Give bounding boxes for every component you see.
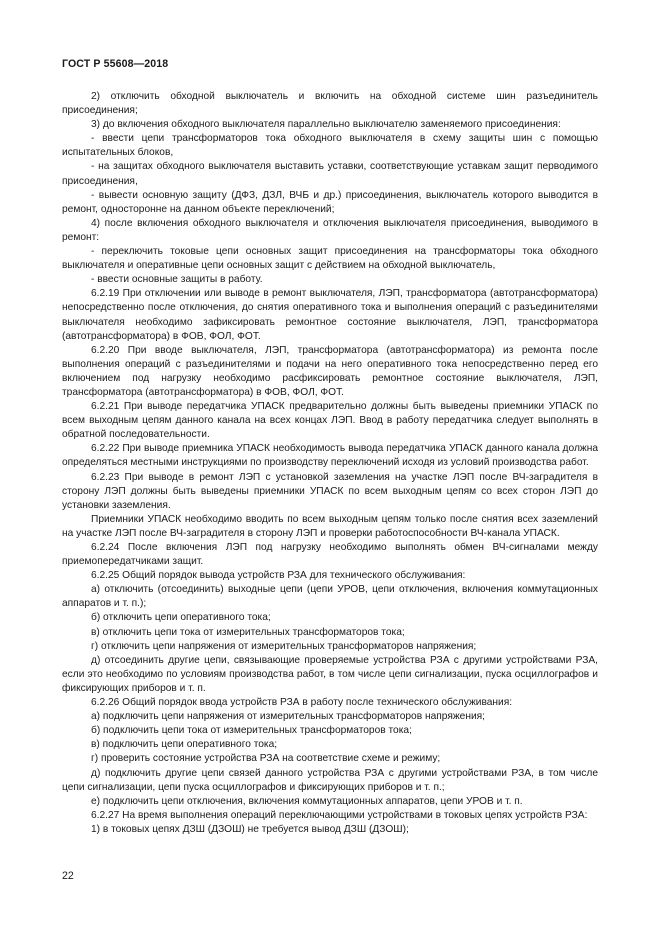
paragraph: 6.2.19 При отключении или выводе в ремонт выключателя, ЛЭП, трансформатора (автотрансформатора) непосредственно после отключения, до снятия оперативного тока и выполнения операций с разъединителями выключателя необходимо зафиксировать ремонтное состояние выключателя, ЛЭП, трансформатора (автотрансформатора) в ФОВ, ФОЛ, ФОТ. [62, 288, 598, 342]
paragraph: 4) после включения обходного выключателя и отключения выключателя присоединения, выводимого в ремонт: [62, 217, 598, 243]
paragraph: 6.2.26 Общий порядок ввода устройств РЗА в работу после технического обслуживания: [91, 697, 513, 709]
paragraph: 6.2.25 Общий порядок вывода устройств РЗА для технического обслуживания: [91, 570, 466, 582]
paragraph: в) отключить цепи тока от измерительных трансформаторов тока; [91, 626, 405, 638]
page-header: ГОСТ Р 55608—2018 [62, 58, 169, 70]
paragraph: - на защитах обходного выключателя выставить уставки, соответствующие уставкам защит перводимого присоединения, [62, 161, 598, 187]
paragraph: б) отключить цепи оперативного тока; [91, 612, 271, 624]
paragraph: 2) отключить обходной выключатель и включить на обходной системе шин разъединитель присоединения; [62, 91, 598, 117]
paragraph: д) отсоединить другие цепи, связывающие проверяемые устройства РЗА с другими устройствами РЗА, если это необходимо по условиям производства работ, в том числе цепи сигнализации, пуска осциллографов и фиксирующих приборов и т. п. [62, 654, 598, 694]
paragraph: 6.2.20 При вводе выключателя, ЛЭП, трансформатора (автотрансформатора) из ремонта после выполнения операций с разъединителями и подачи на него оперативного тока непосредственно перед его включением под нагрузку необходимо расфиксировать ремонтное состояние выключателя, ЛЭП, трансформатора (автотрансформатора) в ФОВ, ФОЛ, ФОТ. [62, 344, 598, 398]
paragraph: 6.2.21 При выводе передатчика УПАСК предварительно должны быть выведены приемники УПАСК по всем выходным цепям данного канала на всех концах ЛЭП. Ввод в работу передатчика следует выполнять в обратной последовательности. [62, 401, 598, 441]
paragraph: а) отключить (отсоединить) выходные цепи (цепи УРОВ, цепи отключения, включения коммутационных аппаратов и т. п.); [62, 584, 598, 610]
paragraph: - ввести цепи трансформаторов тока обходного выключателя в схему защиты шин с помощью испытательных блоков, [62, 133, 598, 159]
paragraph: г) проверить состояние устройства РЗА на соответствие схеме и режиму; [91, 753, 441, 765]
paragraph: Приемники УПАСК необходимо вводить по всем выходным цепям только после снятия всех заземлений на участке ЛЭП после ВЧ-заградителя в сторону ЛЭП и проверки работоспособности ВЧ-канала УПАСК. [62, 513, 598, 539]
paragraph: 6.2.27 На время выполнения операций переключающими устройствами в токовых цепях устройств РЗА: [91, 809, 588, 821]
paragraph: - переключить токовые цепи основных защит присоединения на трансформаторы тока обходного выключателя и оперативные цепи основных защит с действием на обходной выключатель, [62, 246, 598, 272]
paragraph: 6.2.23 При выводе в ремонт ЛЭП с установкой заземления на участке ЛЭП после ВЧ-заградителя в сторону ЛЭП должны быть выведены приемники УПАСК по всем выходным цепям со всех сторон ЛЭП до установки заземления. [62, 471, 598, 511]
paragraph: 6.2.22 При выводе приемника УПАСК необходимость вывода передатчика УПАСК данного канала должна определяться местными инструкциями по производству переключений исходя из условий производства работ. [62, 443, 598, 469]
paragraph: д) подключить другие цепи связей данного устройства РЗА с другими устройствами РЗА, в том числе цепи сигнализации, цепи пуска осциллографов и фиксирующих приборов и т. п.; [62, 767, 598, 793]
paragraph: е) подключить цепи отключения, включения коммутационных аппаратов, цепи УРОВ и т. п. [91, 795, 523, 807]
paragraph: - ввести основные защиты в работу. [91, 274, 263, 286]
page-number: 22 [62, 870, 74, 882]
paragraph: 1) в токовых цепях ДЗШ (ДЗОШ) не требуется вывод ДЗШ (ДЗОШ); [91, 823, 409, 835]
paragraph: 6.2.24 После включения ЛЭП под нагрузку необходимо выполнять обмен ВЧ-сигналами между приемопередатчиками защит. [62, 542, 598, 568]
paragraph: 3) до включения обходного выключателя параллельно выключателю заменяемого присоединения: [91, 119, 561, 131]
paragraph: - вывести основную защиту (ДФЗ, ДЗЛ, ВЧБ и др.) присоединения, выключатель которого выводится в ремонт, одностороннe на данном объекте переключений; [62, 189, 598, 215]
paragraph: а) подключить цепи напряжения от измерительных трансформаторов напряжения; [91, 711, 485, 723]
paragraph: б) подключить цепи тока от измерительных трансформаторов тока; [91, 725, 412, 737]
paragraph: г) отключить цепи напряжения от измерительных трансформаторов напряжения; [91, 640, 477, 652]
document-body [62, 90, 598, 837]
paragraph: в) подключить цепи оперативного тока; [91, 739, 278, 751]
